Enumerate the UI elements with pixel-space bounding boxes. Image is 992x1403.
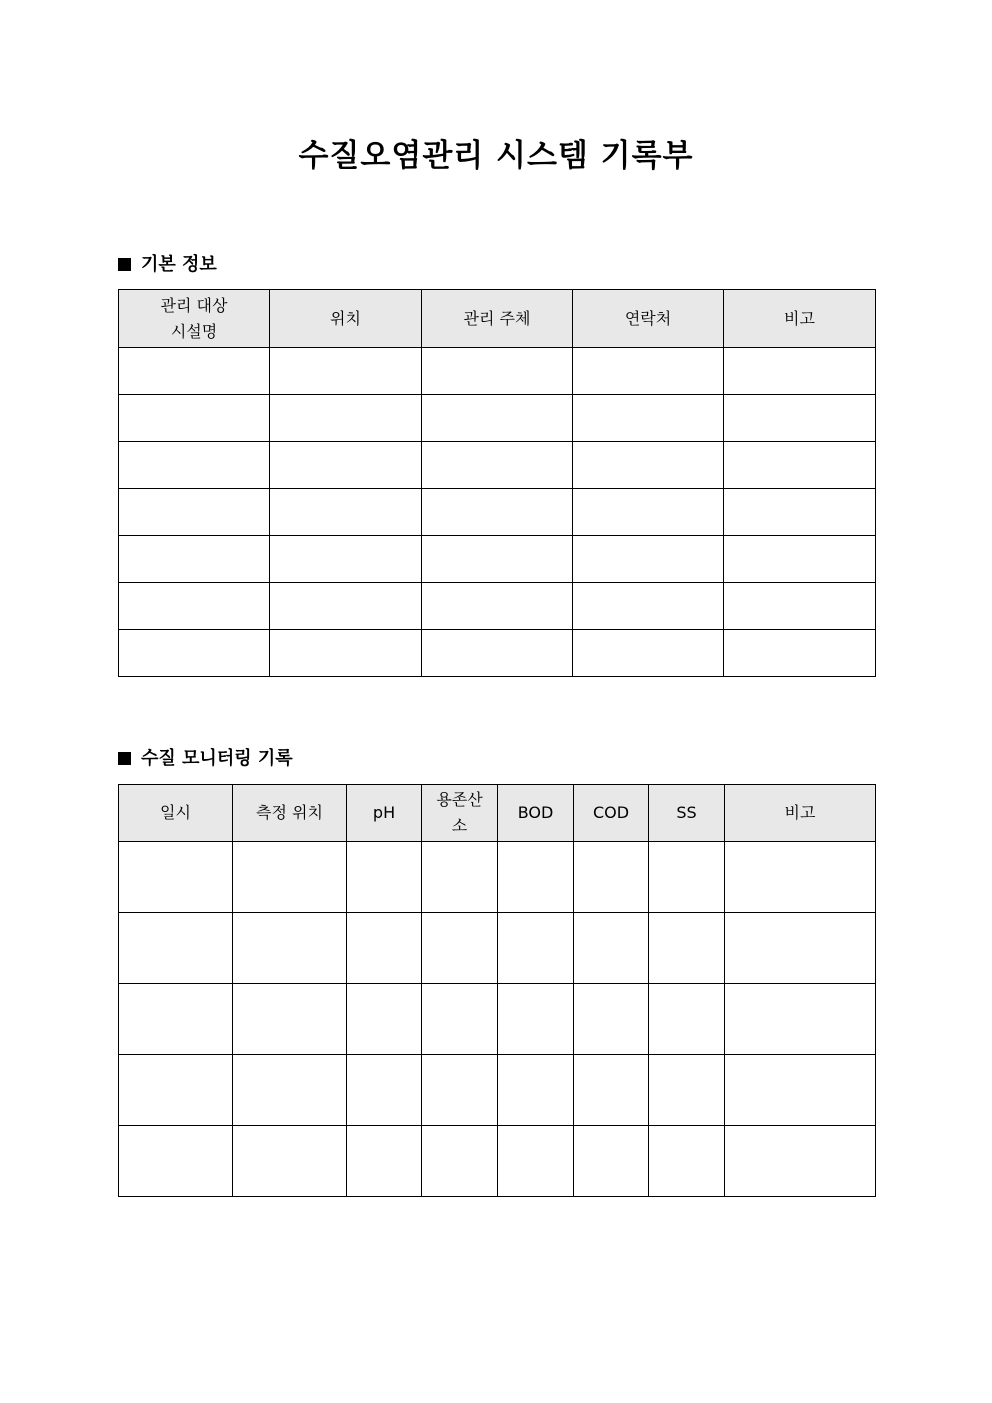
table-cell[interactable] bbox=[573, 489, 724, 536]
table-cell[interactable] bbox=[422, 489, 573, 536]
table-cell[interactable] bbox=[119, 583, 270, 630]
table-cell[interactable] bbox=[233, 842, 347, 913]
table-cell[interactable] bbox=[119, 1126, 233, 1197]
basic-info-table bbox=[118, 289, 876, 677]
table-cell[interactable] bbox=[725, 842, 876, 913]
table-cell[interactable] bbox=[725, 984, 876, 1055]
table-cell[interactable] bbox=[422, 348, 573, 395]
page-title: 수질오염관리 시스템 기록부 bbox=[298, 138, 694, 174]
table-row bbox=[119, 630, 876, 677]
table-cell[interactable] bbox=[649, 913, 725, 984]
table-cell[interactable] bbox=[422, 395, 573, 442]
table-cell[interactable] bbox=[422, 630, 573, 677]
table-cell[interactable] bbox=[422, 1055, 498, 1126]
table-cell[interactable] bbox=[119, 536, 270, 583]
table-row bbox=[119, 1055, 876, 1126]
table-cell[interactable] bbox=[573, 583, 724, 630]
table-cell[interactable] bbox=[119, 348, 270, 395]
table-cell[interactable] bbox=[724, 630, 876, 677]
column-header-location: 위치 bbox=[270, 290, 422, 348]
table-cell[interactable] bbox=[574, 913, 649, 984]
table-cell[interactable] bbox=[347, 1126, 422, 1197]
column-header-facility-name: 관리 대상 시설명 bbox=[119, 290, 270, 348]
table-cell[interactable] bbox=[573, 442, 724, 489]
table-row bbox=[119, 984, 876, 1055]
table-cell[interactable] bbox=[422, 442, 573, 489]
column-header-ss: SS bbox=[649, 785, 725, 842]
table-cell[interactable] bbox=[119, 442, 270, 489]
table-cell[interactable] bbox=[725, 1055, 876, 1126]
table-cell[interactable] bbox=[119, 913, 233, 984]
square-bullet-icon bbox=[118, 258, 131, 271]
table-cell[interactable] bbox=[649, 842, 725, 913]
table-row bbox=[119, 536, 876, 583]
table-cell[interactable] bbox=[724, 395, 876, 442]
table-row bbox=[119, 842, 876, 913]
table-row bbox=[119, 395, 876, 442]
table-cell[interactable] bbox=[574, 842, 649, 913]
table-header-row bbox=[119, 785, 876, 842]
table-cell[interactable] bbox=[649, 984, 725, 1055]
table-cell[interactable] bbox=[119, 1055, 233, 1126]
table-cell[interactable] bbox=[270, 583, 422, 630]
section-heading-monitoring bbox=[118, 746, 293, 772]
table-cell[interactable] bbox=[270, 630, 422, 677]
table-cell[interactable] bbox=[724, 442, 876, 489]
table-cell[interactable] bbox=[270, 348, 422, 395]
table-cell[interactable] bbox=[119, 395, 270, 442]
table-cell[interactable] bbox=[574, 1126, 649, 1197]
table-cell[interactable] bbox=[724, 348, 876, 395]
column-header-datetime: 일시 bbox=[119, 785, 233, 842]
table-cell[interactable] bbox=[347, 984, 422, 1055]
table-cell[interactable] bbox=[270, 442, 422, 489]
column-header-remarks: 비고 bbox=[724, 290, 876, 348]
table-cell[interactable] bbox=[233, 984, 347, 1055]
table-cell[interactable] bbox=[498, 842, 574, 913]
table-cell[interactable] bbox=[119, 984, 233, 1055]
table-cell[interactable] bbox=[574, 1055, 649, 1126]
table-row bbox=[119, 348, 876, 395]
table-cell[interactable] bbox=[270, 395, 422, 442]
table-row bbox=[119, 913, 876, 984]
table-cell[interactable] bbox=[347, 842, 422, 913]
column-header-remarks: 비고 bbox=[725, 785, 876, 842]
column-header-managing-entity: 관리 주체 bbox=[422, 290, 573, 348]
table-cell[interactable] bbox=[347, 1055, 422, 1126]
section-heading-basic-info bbox=[118, 252, 217, 278]
table-cell[interactable] bbox=[574, 984, 649, 1055]
table-cell[interactable] bbox=[724, 536, 876, 583]
table-cell[interactable] bbox=[119, 630, 270, 677]
table-cell[interactable] bbox=[725, 1126, 876, 1197]
table-cell[interactable] bbox=[573, 536, 724, 583]
table-cell[interactable] bbox=[573, 395, 724, 442]
table-cell[interactable] bbox=[270, 536, 422, 583]
table-cell[interactable] bbox=[649, 1055, 725, 1126]
table-cell[interactable] bbox=[270, 489, 422, 536]
square-bullet-icon bbox=[118, 752, 131, 765]
table-cell[interactable] bbox=[498, 1055, 574, 1126]
table-cell[interactable] bbox=[422, 984, 498, 1055]
table-cell[interactable] bbox=[573, 630, 724, 677]
table-row bbox=[119, 489, 876, 536]
section-heading-label: 기본 정보 bbox=[141, 254, 217, 275]
table-cell[interactable] bbox=[498, 984, 574, 1055]
column-header-contact: 연락처 bbox=[573, 290, 724, 348]
table-cell[interactable] bbox=[649, 1126, 725, 1197]
table-cell[interactable] bbox=[119, 842, 233, 913]
table-cell[interactable] bbox=[724, 489, 876, 536]
table-cell[interactable] bbox=[422, 536, 573, 583]
table-header-row bbox=[119, 290, 876, 348]
section-heading-label: 수질 모니터링 기록 bbox=[141, 748, 293, 769]
column-header-measure-location: 측정 위치 bbox=[233, 785, 347, 842]
table-cell[interactable] bbox=[724, 583, 876, 630]
table-cell[interactable] bbox=[422, 913, 498, 984]
table-cell[interactable] bbox=[119, 489, 270, 536]
table-cell[interactable] bbox=[498, 1126, 574, 1197]
table-cell[interactable] bbox=[233, 913, 347, 984]
table-cell[interactable] bbox=[498, 913, 574, 984]
table-cell[interactable] bbox=[573, 348, 724, 395]
table-row bbox=[119, 1126, 876, 1197]
column-header-ph: pH bbox=[347, 785, 422, 842]
column-header-cod: COD bbox=[574, 785, 649, 842]
table-cell[interactable] bbox=[725, 913, 876, 984]
monitoring-table bbox=[118, 784, 876, 1197]
table-cell[interactable] bbox=[422, 1126, 498, 1197]
column-header-dissolved-oxygen: 용존산 소 bbox=[422, 785, 498, 842]
table-row bbox=[119, 583, 876, 630]
table-cell[interactable] bbox=[347, 913, 422, 984]
table-row bbox=[119, 442, 876, 489]
table-cell[interactable] bbox=[233, 1126, 347, 1197]
table-cell[interactable] bbox=[422, 842, 498, 913]
table-cell[interactable] bbox=[422, 583, 573, 630]
column-header-bod: BOD bbox=[498, 785, 574, 842]
table-cell[interactable] bbox=[233, 1055, 347, 1126]
